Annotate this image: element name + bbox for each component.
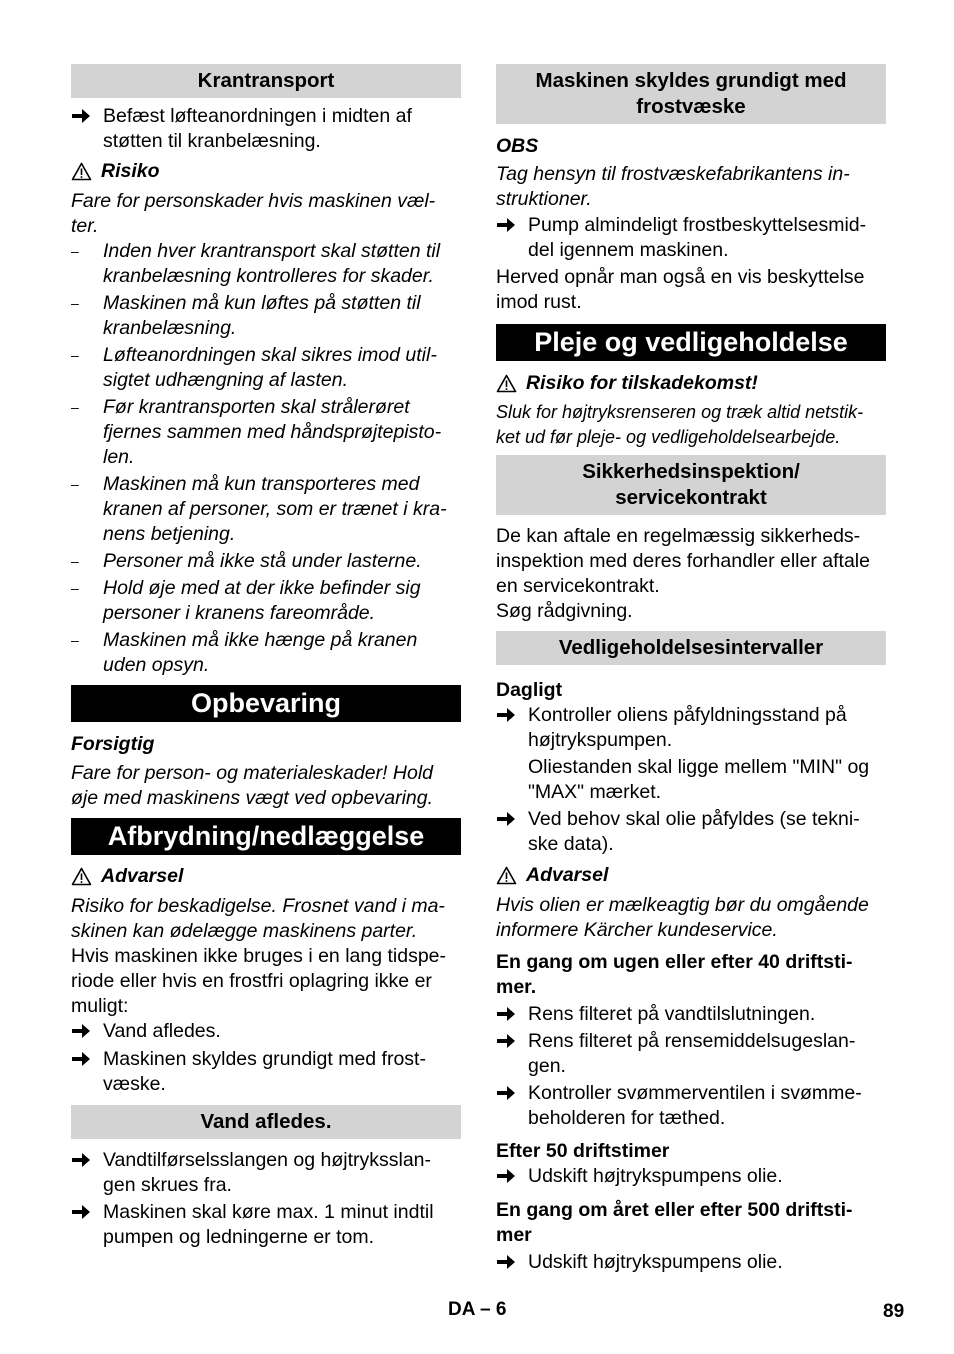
step-koere: Maskinen skal køre max. 1 minut indtil pumpen og ledningerne er tom. <box>71 1200 461 1250</box>
step-vand-afledes: Vand afledes. <box>71 1019 461 1044</box>
body-text: imod rust. <box>496 291 582 313</box>
dash-icon: – <box>71 243 79 259</box>
arrow-icon <box>496 1033 516 1049</box>
subheading-aaret: mer <box>496 1224 532 1246</box>
subheading-dagligt: Dagligt <box>496 679 563 701</box>
warning-text: skinen kan ødelægge maskinens parter. <box>71 920 418 942</box>
dash-item: – Inden hver krantransport skal støtten til kranbelæsning kontrolleres for skader. <box>71 240 441 287</box>
dash-item: – Personer må ikke stå under lasterne. <box>71 550 422 572</box>
heading-opbevaring: Opbevaring <box>71 685 461 722</box>
step-rens-sugeslange: Rens filteret på rensemiddelsugeslan- gen. <box>496 1029 886 1079</box>
page-number: 89 <box>883 1301 905 1322</box>
heading-vand-afledes: Vand afledes. <box>71 1105 461 1139</box>
warning-icon <box>71 867 92 886</box>
arrow-icon <box>496 1085 516 1101</box>
arrow-icon <box>496 1254 516 1270</box>
arrow-icon <box>496 811 516 827</box>
warning-tilskadekomst: Risiko for tilskadekomst! <box>496 371 886 396</box>
dash-icon: – <box>71 553 79 569</box>
heading-pleje: Pleje og vedligeholdelse <box>496 324 886 361</box>
left-column <box>71 64 461 1250</box>
step-olie-paafyldes: Ved behov skal olie påfyldes (se tekni- ske data). <box>496 807 886 857</box>
step-pump: Pump almindeligt frostbeskyttelsesmid- del igennem maskinen. <box>496 213 886 263</box>
warning-text: Sluk for højtryksrenseren og træk altid netstik- <box>496 402 864 422</box>
body-text: De kan aftale en regelmæssig sikkerheds- <box>496 525 861 547</box>
warning-text: ket ud før pleje- og vedligeholdelsearbejde. <box>496 426 841 447</box>
warning-text: Hvis olien er mælkeagtig bør du omgående <box>496 894 869 916</box>
step-befaest: Befæst løfteanordningen i midten af støtten til kranbelæsning. <box>71 104 461 154</box>
body-text: Søg rådgivning. <box>496 600 633 622</box>
step-svoemmerventil: Kontroller svømmerventilen i svømme- beholderen for tæthed. <box>496 1081 886 1131</box>
step-udskift-olie-50: Udskift højtrykspumpens olie. <box>496 1164 886 1189</box>
warning-text: Risiko for beskadigelse. Frosnet vand i ma- <box>71 895 445 917</box>
obs-text: struktioner. <box>496 188 592 210</box>
dash-icon: – <box>71 399 79 415</box>
arrow-icon <box>496 1006 516 1022</box>
step-vandtilfoersel: Vandtilførselsslangen og højtryksslan- gen skrues fra. <box>71 1148 461 1198</box>
heading-krantransport: Krantransport <box>71 64 461 98</box>
caution-title: Forsigtig <box>71 733 155 755</box>
dash-icon: – <box>71 476 79 492</box>
dash-item: – Maskinen må kun løftes på støtten til kranbelæsning. <box>71 292 421 339</box>
warning-text: ter. <box>71 215 99 237</box>
arrow-icon <box>496 707 516 723</box>
dash-item: – Før krantransporten skal strålerøret fjernes sammen med håndsprøjtepisto- len. <box>71 396 442 468</box>
warning-advarsel-olie: Advarsel <box>496 863 886 888</box>
heading-frostvaeske: Maskinen skyldes grundigt med frostvæske <box>496 64 886 124</box>
subheading-ugen: mer. <box>496 976 537 998</box>
body-text: muligt: <box>71 995 129 1017</box>
dash-item: – Maskinen må ikke hænge på kranen uden opsyn. <box>71 629 418 676</box>
dash-item: – Maskinen må kun transporteres med kranen af personer, som er trænet i kra- nens betjening. <box>71 473 447 545</box>
subheading-ugen: En gang om ugen eller efter 40 driftsti- <box>496 951 853 973</box>
dash-icon: – <box>71 580 79 596</box>
subheading-aaret: En gang om året eller efter 500 driftsti- <box>496 1199 853 1221</box>
body-text: Hvis maskinen ikke bruges i en lang tidspe- <box>71 945 447 967</box>
arrow-icon <box>71 1051 91 1067</box>
dash-icon: – <box>71 295 79 311</box>
dash-item: – Løfteanordningen skal sikres imod util- sigtet udhængning af lasten. <box>71 344 437 391</box>
dash-item: – Hold øje med at der ikke befinder sig personer i kranens fareområde. <box>71 577 421 624</box>
warning-icon <box>496 374 517 393</box>
heading-afbrydning: Afbrydning/nedlæggelse <box>71 818 461 855</box>
step-udskift-olie-500: Udskift højtrykspumpens olie. <box>496 1250 886 1275</box>
caution-text: øje med maskinens vægt ved opbevaring. <box>71 787 434 809</box>
warning-icon <box>71 162 92 181</box>
warning-text: Fare for personskader hvis maskinen væl- <box>71 190 436 212</box>
arrow-icon <box>71 1023 91 1039</box>
obs-title: OBS <box>496 135 539 157</box>
arrow-icon <box>71 108 91 124</box>
warning-icon <box>496 866 517 885</box>
warning-text: informere Kärcher kundeservice. <box>496 919 778 941</box>
dash-icon: – <box>71 632 79 648</box>
arrow-icon <box>496 217 516 233</box>
footer-section-label: DA – 6 <box>448 1299 507 1320</box>
arrow-icon <box>71 1152 91 1168</box>
heading-sikkerhed: Sikkerhedsinspektion/ servicekontrakt <box>496 455 886 515</box>
dash-icon: – <box>71 347 79 363</box>
heading-intervaller: Vedligeholdelsesintervaller <box>496 631 886 665</box>
step-rens-vand: Rens filteret på vandtilslutningen. <box>496 1002 886 1027</box>
body-text: inspektion med deres forhandler eller aftale <box>496 550 870 572</box>
step-frostvaeske: Maskinen skyldes grundigt med frost- væske. <box>71 1047 461 1097</box>
body-text: riode eller hvis en frostfri oplagring ikke er <box>71 970 432 992</box>
warning-risiko: Risiko <box>71 159 461 184</box>
body-text: en servicekontrakt. <box>496 575 660 597</box>
subheading-50: Efter 50 driftstimer <box>496 1140 670 1162</box>
obs-text: Tag hensyn til frostvæskefabrikantens in- <box>496 163 850 185</box>
warning-advarsel: Advarsel <box>71 864 461 889</box>
right-column <box>496 64 886 1275</box>
arrow-icon <box>71 1204 91 1220</box>
arrow-icon <box>496 1168 516 1184</box>
step-kontroller-olie: Kontroller oliens påfyldningsstand på højtrykspumpen. Oliestanden skal ligge mellem "MIN" og "MAX" mærket. <box>496 703 886 805</box>
caution-text: Fare for person- og materialeskader! Hold <box>71 762 433 784</box>
body-text: Herved opnår man også en vis beskyttelse <box>496 266 865 288</box>
